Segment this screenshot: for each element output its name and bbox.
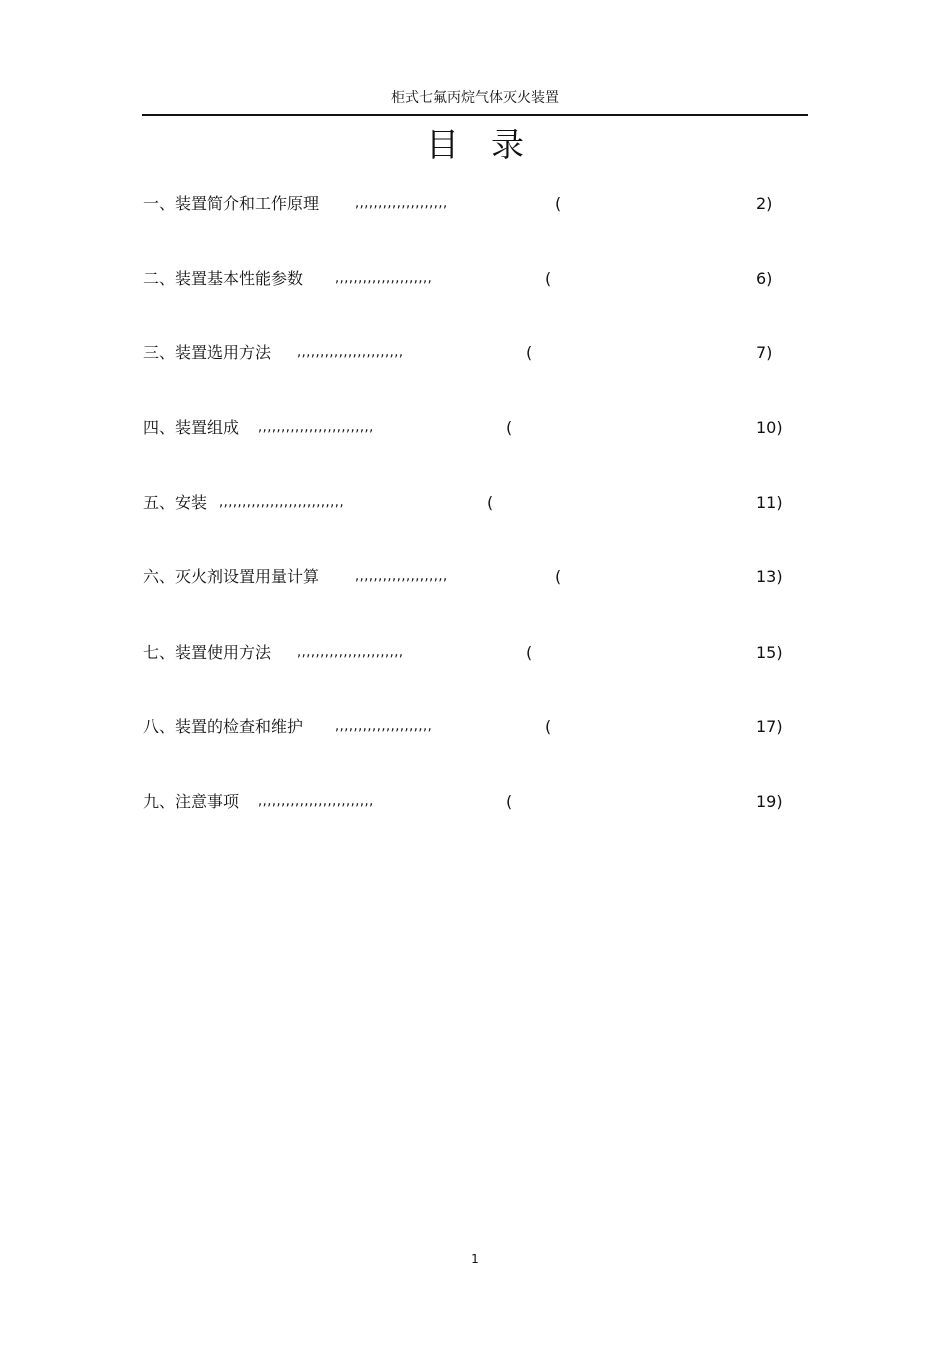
toc-entry-label: 九、注意事项: [143, 792, 240, 811]
toc-entry[interactable]: [0, 416, 950, 440]
toc-entry-leader: ,,,,,,,,,,,,,,,,,,,,,,,,,,,: [219, 495, 345, 510]
toc-entry[interactable]: [0, 790, 950, 814]
page-number: 1: [471, 1252, 479, 1266]
toc-entry-paren: (: [545, 269, 552, 288]
toc-entry-page: 17): [756, 717, 783, 736]
toc-entry-leader: ,,,,,,,,,,,,,,,,,,,,,: [335, 271, 433, 286]
toc-entry-paren: (: [555, 194, 562, 213]
toc-entry-label: 二、装置基本性能参数: [143, 269, 304, 288]
toc-entry-label: 五、安装: [143, 493, 208, 512]
toc-entry-leader: ,,,,,,,,,,,,,,,,,,,,,,,,,: [258, 420, 374, 435]
toc-entry[interactable]: [0, 267, 950, 291]
toc-entry[interactable]: [0, 341, 950, 365]
toc-entry-label: 六、灭火剂设置用量计算: [143, 567, 320, 586]
toc-entry-paren: (: [555, 567, 562, 586]
toc-entry-page: 19): [756, 792, 783, 811]
toc-entry-page: 7): [756, 343, 773, 362]
toc-entry-leader: ,,,,,,,,,,,,,,,,,,,,,,,,,: [258, 794, 374, 809]
toc-entry-label: 四、装置组成: [143, 418, 240, 437]
toc-entry-page: 11): [756, 493, 783, 512]
toc-entry-label: 七、装置使用方法: [143, 643, 272, 662]
page-title: 目录: [426, 125, 556, 164]
toc-entry-page: 10): [756, 418, 783, 437]
toc-entry-leader: ,,,,,,,,,,,,,,,,,,,,,,,: [297, 645, 404, 660]
toc-entry-paren: (: [545, 717, 552, 736]
toc-entry-page: 6): [756, 269, 773, 288]
toc-entry-leader: ,,,,,,,,,,,,,,,,,,,,: [355, 569, 448, 584]
toc-entry-page: 13): [756, 567, 783, 586]
toc-entry-paren: (: [526, 643, 533, 662]
toc-entry-leader: ,,,,,,,,,,,,,,,,,,,,: [355, 196, 448, 211]
toc-entry-paren: (: [526, 343, 533, 362]
running-header: 柜式七氟丙烷气体灭火装置: [391, 90, 559, 106]
toc-entry-paren: (: [506, 418, 513, 437]
toc-entry-leader: ,,,,,,,,,,,,,,,,,,,,,: [335, 719, 433, 734]
toc-entry[interactable]: [0, 641, 950, 665]
toc-entry[interactable]: [0, 715, 950, 739]
header-divider: [142, 114, 808, 116]
toc-entry-label: 一、装置简介和工作原理: [143, 194, 320, 213]
toc-entry-label: 八、装置的检查和维护: [143, 717, 304, 736]
toc-entry-paren: (: [506, 792, 513, 811]
toc-entry[interactable]: [0, 491, 950, 515]
toc-entry[interactable]: [0, 565, 950, 589]
toc-entry-page: 2): [756, 194, 773, 213]
toc-entry-page: 15): [756, 643, 783, 662]
toc-entry-leader: ,,,,,,,,,,,,,,,,,,,,,,,: [297, 345, 404, 360]
toc-entry-paren: (: [487, 493, 494, 512]
toc-entry[interactable]: [0, 192, 950, 216]
toc-entry-label: 三、装置选用方法: [143, 343, 272, 362]
